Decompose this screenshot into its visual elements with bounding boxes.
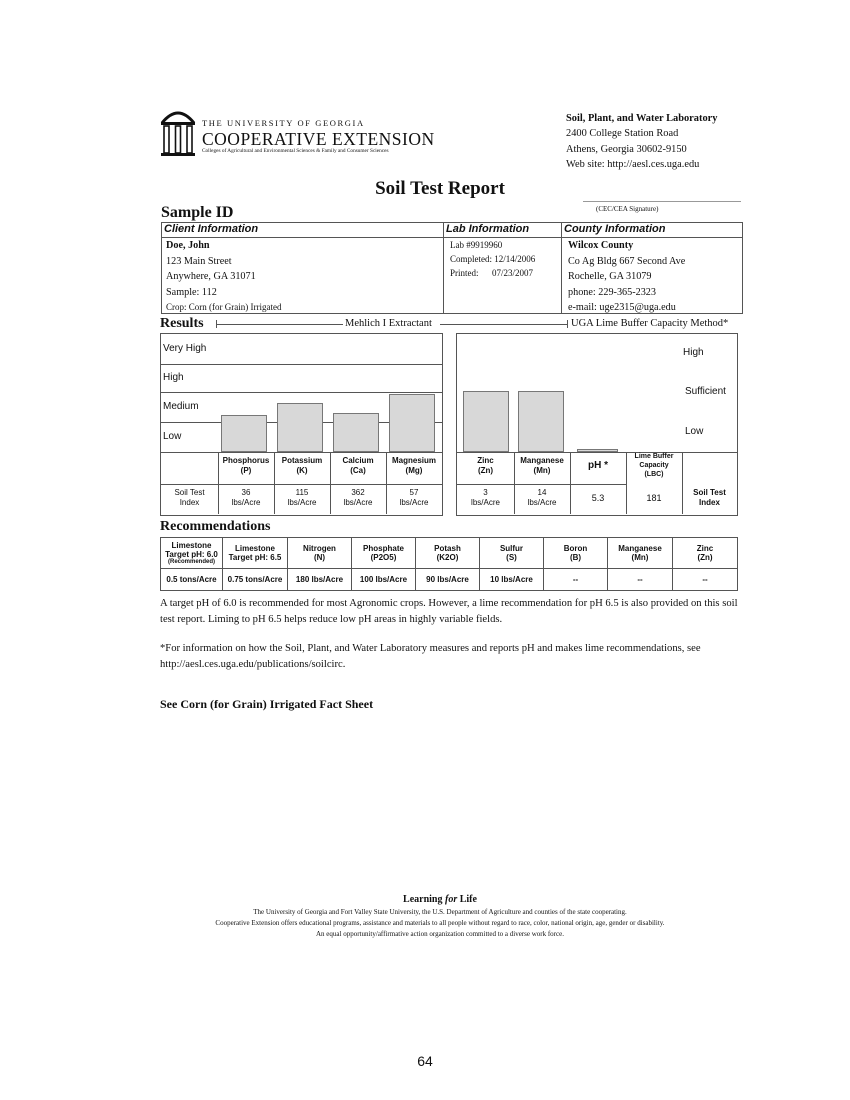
client-street: 123 Main Street [166,255,232,267]
lbc-value: 181 [646,493,662,503]
results-chart-right [456,333,738,516]
recommendations-table [160,537,738,591]
rec-value-potash: 90 lbs/Acre [416,569,480,591]
rec-header-limestone-65: Limestone Target pH: 6.5 [223,538,288,569]
footer-title: Learning for Life [403,894,477,905]
county-name: Wilcox County [568,240,634,251]
lbc-label-line1: Lime Buffer [634,453,674,460]
lbc-label-line2: Capacity [639,462,669,469]
rec-value-boron: -- [544,569,608,591]
level-right-high: High [683,347,704,358]
potassium-value: 115 [295,488,309,497]
logo-university-text: THE UNIVERSITY OF GEORGIA [202,118,365,128]
client-city: Anywhere, GA 31071 [166,271,256,282]
magnesium-name: Magnesium [391,456,436,465]
magnesium-bar [389,394,435,452]
potassium-unit: lbs/Acre [287,498,317,507]
magnesium-symbol: (Mg) [405,466,423,475]
county-street: Co Ag Bldg 667 Second Ave [568,255,686,267]
zinc-name: Zinc [477,456,494,465]
county-email[interactable]: e-mail: uge2315@uga.edu [568,302,676,313]
lab-name: Soil, Plant, and Water Laboratory [566,113,718,124]
client-crop: Crop: Corn (for Grain) Irrigated [166,302,282,312]
rec-header-sulfur: Sulfur (S) [480,538,544,569]
zinc-value: 3 [483,488,488,497]
manganese-unit: lbs/Acre [527,498,557,507]
calcium-symbol: (Ca) [350,466,366,475]
uga-arch-logo-icon [160,105,196,157]
soil-test-label: Soil Test [174,488,205,497]
level-high: High [163,372,184,383]
fact-sheet-link[interactable]: See Corn (for Grain) Irrigated Fact Sheet [160,697,374,711]
magnesium-unit: lbs/Acre [399,498,429,507]
rec-value-row [161,569,738,591]
report-title: Soil Test Report [375,178,505,199]
phosphorus-bar [221,415,267,452]
right-soil-test-label: Soil Test [693,488,726,497]
rec-header-manganese: Manganese (Mn) [608,538,673,569]
results-chart-left [160,333,443,516]
lime-target-paragraph: A target pH of 6.0 is recommended for most Agronomic crops. However, a lime recommendation for pH 6.5 is also provided on this soil test report. Liming to pH 6.5 helps reduce low pH areas in highly variable fields. [160,598,738,625]
ph-info-paragraph: *For information on how the Soil, Plant, and Water Laboratory measures and reports pH and makes lime recommendations, see http://aesl.ces.uga.edu/publications/soilcirc. [160,643,701,670]
zinc-symbol: (Zn) [477,466,494,475]
extractant-label: Mehlich I Extractant [345,318,432,329]
zinc-unit: lbs/Acre [471,498,500,507]
rec-header-limestone-6: Limestone Target pH: 6.0 (Recommended) [161,538,223,569]
lab-website[interactable]: Web site: http://aesl.ces.uga.edu [566,158,700,170]
potassium-bar [277,403,323,452]
level-very-high: Very High [163,343,207,354]
index-label: Index [179,498,200,507]
calcium-bar [333,413,379,452]
lbc-method-label: UGA Lime Buffer Capacity Method* [571,318,729,329]
manganese-bar [518,391,564,452]
lab-info-box [443,222,562,314]
rec-value-manganese: -- [608,569,673,591]
rec-header-zinc: Zinc (Zn) [673,538,738,569]
lbc-label-line3: (LBC) [644,471,664,478]
footer-line2: Cooperative Extension offers educational programs, assistance and materials to all people without regard to race, color, national origin, age, gender or disability. [215,919,665,927]
rec-value-limestone-65: 0.75 tons/Acre [223,569,288,591]
phosphorus-value: 36 [241,488,251,497]
phosphorus-unit: lbs/Acre [231,498,261,507]
ph-label: pH * [588,460,608,471]
county-phone: phone: 229-365-2323 [568,286,656,298]
magnesium-value: 57 [409,488,419,497]
level-right-low: Low [685,426,704,437]
lab-address-line2: Athens, Georgia 30602-9150 [566,143,687,155]
rec-header-boron: Boron (B) [544,538,608,569]
potassium-name: Potassium [281,456,323,465]
printed-date: 07/23/2007 [492,268,534,278]
lab-number: Lab #9919960 [450,240,503,250]
lab-address-line1: 2400 College Station Road [566,128,679,140]
ph-value: 5.3 [591,493,605,503]
signature-line [583,201,741,202]
footer-line3: An equal opportunity/affirmative action organization committed to a diverse work force. [316,930,564,938]
rec-value-zinc: -- [673,569,738,591]
sample-id-label: Sample ID [161,204,234,221]
results-heading: Results [160,316,204,331]
completed-label: Completed: [450,254,492,264]
level-medium: Medium [163,401,199,412]
phosphorus-symbol: (P) [240,466,252,475]
rec-value-limestone-6: 0.5 tons/Acre [161,569,223,591]
completed-date: 12/14/2006 [494,254,536,264]
rec-header-phosphate: Phosphate (P2O5) [352,538,416,569]
county-info-box [561,222,743,314]
logo-colleges-text: Colleges of Agricultural and Environmental Sciences & Family and Consumer Sciences [202,148,389,154]
client-name: Doe, John [166,240,210,251]
manganese-symbol: (Mn) [533,466,551,475]
calcium-name: Calcium [342,456,374,465]
logo-extension-text: COOPERATIVE EXTENSION [202,129,435,149]
potassium-symbol: (K) [296,466,308,475]
lab-info-heading: Lab Information [446,223,530,235]
printed-label: Printed: [450,268,479,278]
page-number: 64 [417,1053,433,1069]
ph-bar [577,449,618,452]
manganese-value: 14 [537,488,547,497]
calcium-value: 362 [351,488,365,497]
lab-address-block [566,111,717,172]
footer-line1: The University of Georgia and Fort Valley State University, the U.S. Department of Agriculture and counties of the state cooperating. [253,908,627,916]
client-sample: Sample: 112 [166,286,217,298]
county-city: Rochelle, GA 31079 [568,271,652,282]
zinc-bar [463,391,509,452]
rec-value-nitrogen: 180 lbs/Acre [288,569,352,591]
client-info-heading: Client Information [164,223,259,235]
client-info-box [161,222,444,314]
level-low: Low [163,431,182,442]
right-index-label: Index [699,498,720,507]
signature-label: (CEC/CEA Signature) [596,205,659,213]
level-right-sufficient: Sufficient [685,386,726,397]
calcium-unit: lbs/Acre [343,498,373,507]
rec-value-sulfur: 10 lbs/Acre [480,569,544,591]
county-info-heading: County Information [564,223,666,235]
rec-header-row [161,538,738,569]
phosphorus-name: Phosphorus [222,456,270,465]
rec-header-nitrogen: Nitrogen (N) [288,538,352,569]
recommendations-heading: Recommendations [160,519,271,534]
manganese-name: Manganese [520,456,564,465]
rec-header-potash: Potash (K2O) [416,538,480,569]
rec-value-phosphate: 100 lbs/Acre [352,569,416,591]
